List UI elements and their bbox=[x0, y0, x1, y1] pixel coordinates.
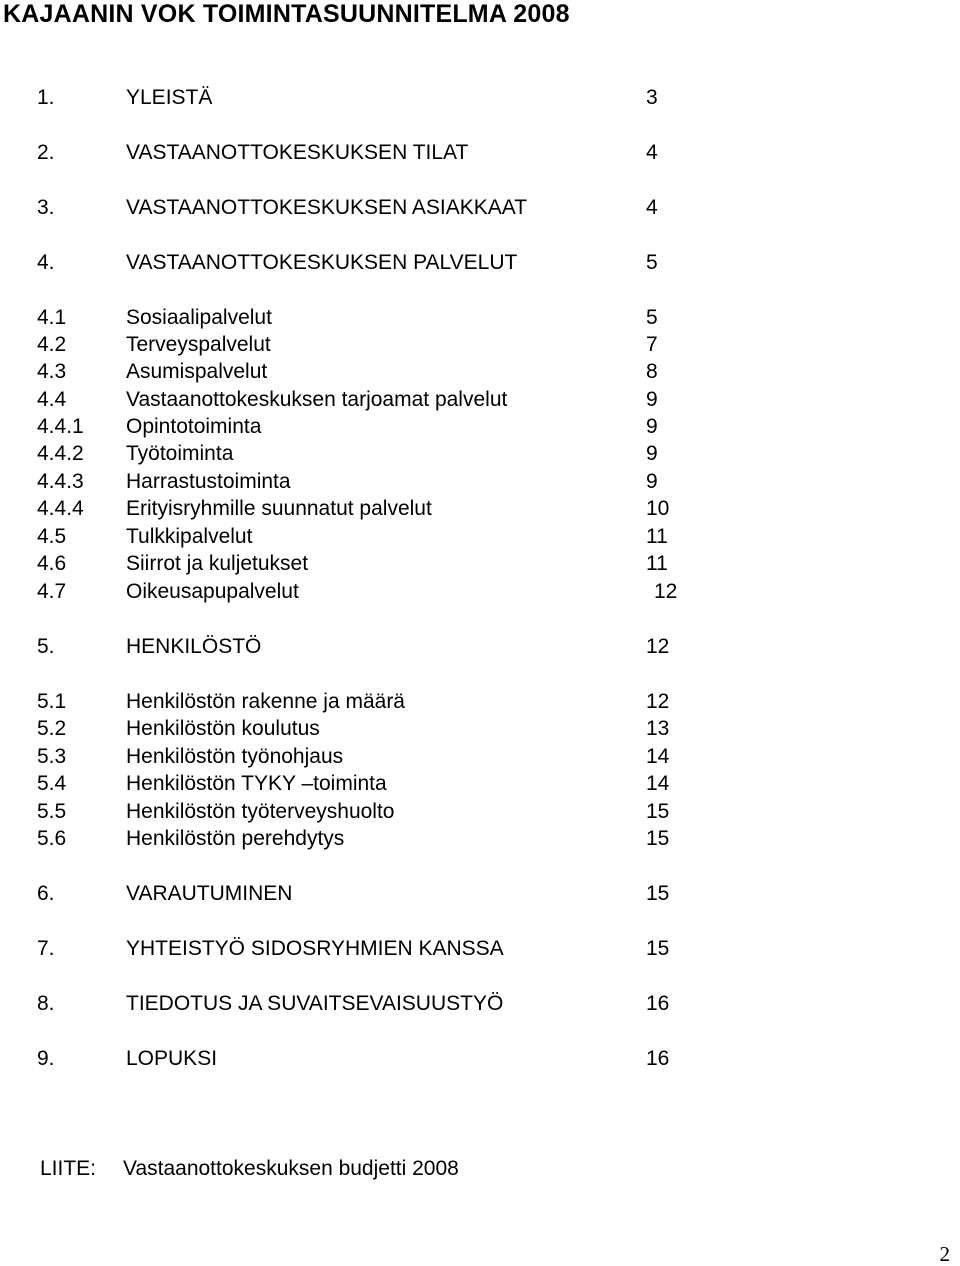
toc-entry-page: 16 bbox=[646, 1047, 670, 1070]
toc-entry-page: 14 bbox=[646, 745, 670, 768]
toc-entry-page: 15 bbox=[646, 827, 670, 850]
toc-entry-title: LOPUKSI bbox=[126, 1047, 218, 1070]
toc-entry-title: Opintotoiminta bbox=[126, 415, 262, 438]
toc-entry-number: 4.4.2 bbox=[37, 442, 84, 465]
toc-entry-title: VASTAANOTTOKESKUKSEN ASIAKKAAT bbox=[126, 196, 528, 219]
toc-entry-number: 7. bbox=[37, 937, 55, 960]
toc-entry-title: Henkilöstön perehdytys bbox=[126, 827, 345, 850]
toc-entry-number: 5.4 bbox=[37, 772, 67, 795]
toc-entry-page: 9 bbox=[646, 470, 658, 493]
toc-entry-page: 3 bbox=[646, 86, 658, 109]
toc-entry-page: 9 bbox=[646, 442, 658, 465]
toc-entry-number: 8. bbox=[37, 992, 55, 1015]
toc-entry bbox=[0, 250, 960, 276]
toc-entry-page: 8 bbox=[646, 360, 658, 383]
toc-entry-title: Tulkkipalvelut bbox=[126, 525, 253, 548]
toc-entry-page: 14 bbox=[646, 772, 670, 795]
toc-entry bbox=[0, 524, 960, 550]
toc-entry bbox=[0, 771, 960, 797]
toc-entry-page: 12 bbox=[646, 635, 670, 658]
toc-entry bbox=[0, 414, 960, 440]
toc-entry-title: Vastaanottokeskuksen tarjoamat palvelut bbox=[126, 388, 508, 411]
toc-entry-number: 4.4.3 bbox=[37, 470, 84, 493]
toc-entry-title: YHTEISTYÖ SIDOSRYHMIEN KANSSA bbox=[126, 937, 504, 960]
toc-entry bbox=[0, 634, 960, 660]
toc-entry bbox=[0, 936, 960, 962]
toc-entry bbox=[0, 305, 960, 331]
toc-entry-title: VARAUTUMINEN bbox=[126, 882, 293, 905]
toc-entry-number: 4.4.4 bbox=[37, 497, 84, 520]
toc-entry-title: VASTAANOTTOKESKUKSEN PALVELUT bbox=[126, 251, 518, 274]
toc-entry-number: 1. bbox=[37, 86, 55, 109]
toc-entry bbox=[0, 469, 960, 495]
toc-entry-title: Henkilöstön TYKY –toiminta bbox=[126, 772, 387, 795]
toc-entry-page: 11 bbox=[646, 552, 668, 575]
toc-entry-page: 16 bbox=[646, 992, 670, 1015]
toc-entry-number: 4.1 bbox=[37, 306, 67, 329]
toc-entry-title: Siirrot ja kuljetukset bbox=[126, 552, 309, 575]
toc-entry-title: VASTAANOTTOKESKUKSEN TILAT bbox=[126, 141, 469, 164]
toc-entry-title: Henkilöstön rakenne ja määrä bbox=[126, 690, 405, 713]
toc-entry-title: TIEDOTUS JA SUVAITSEVAISUUSTYÖ bbox=[126, 992, 504, 1015]
toc-entry-number: 5.3 bbox=[37, 745, 67, 768]
toc-entry bbox=[0, 332, 960, 358]
toc-entry bbox=[0, 85, 960, 111]
toc-entry bbox=[0, 826, 960, 852]
toc-entry-page: 9 bbox=[646, 415, 658, 438]
toc-entry-number: 4.3 bbox=[37, 360, 67, 383]
toc-entry-page: 15 bbox=[646, 882, 670, 905]
toc-entry bbox=[0, 195, 960, 221]
toc-entry-page: 5 bbox=[646, 251, 658, 274]
toc-entry-number: 9. bbox=[37, 1047, 55, 1070]
toc-entry-page: 9 bbox=[646, 388, 658, 411]
toc-entry-page: 4 bbox=[646, 196, 658, 219]
toc-entry bbox=[0, 689, 960, 715]
toc-entry-title: Henkilöstön koulutus bbox=[126, 717, 320, 740]
toc-entry-number: 4.4 bbox=[37, 388, 67, 411]
toc-entry bbox=[0, 744, 960, 770]
toc-entry-page: 7 bbox=[646, 333, 658, 356]
toc-entry-page: 15 bbox=[646, 800, 670, 823]
toc-entry-title: Sosiaalipalvelut bbox=[126, 306, 272, 329]
toc-entry-number: 5.2 bbox=[37, 717, 67, 740]
toc-entry bbox=[0, 991, 960, 1017]
toc-entry-title: Harrastustoiminta bbox=[126, 470, 291, 493]
toc-entry-page: 12 bbox=[654, 580, 678, 603]
toc-entry-page: 5 bbox=[646, 306, 658, 329]
document-title: KAJAANIN VOK TOIMINTASUUNNITELMA 2008 bbox=[3, 0, 570, 28]
toc-entry-title: Henkilöstön työterveyshuolto bbox=[126, 800, 395, 823]
toc-entry bbox=[0, 716, 960, 742]
toc-entry-title: Henkilöstön työnohjaus bbox=[126, 745, 344, 768]
toc-entry-title: YLEISTÄ bbox=[126, 86, 213, 109]
toc-entry-number: 4.6 bbox=[37, 552, 67, 575]
toc-entry-page: 11 bbox=[646, 525, 668, 548]
toc-entry bbox=[0, 1046, 960, 1072]
appendix-label: LIITE: bbox=[40, 1157, 97, 1180]
toc-entry-page: 10 bbox=[646, 497, 670, 520]
toc-entry-title: Työtoiminta bbox=[126, 442, 234, 465]
toc-entry-page: 15 bbox=[646, 937, 670, 960]
toc-entry-number: 5.6 bbox=[37, 827, 67, 850]
toc-entry-number: 5.5 bbox=[37, 800, 67, 823]
toc-entry bbox=[0, 799, 960, 825]
toc-entry-title: Terveyspalvelut bbox=[126, 333, 271, 356]
toc-entry-number: 4. bbox=[37, 251, 55, 274]
toc-entry-number: 4.7 bbox=[37, 580, 67, 603]
toc-entry-number: 4.5 bbox=[37, 525, 67, 548]
toc-entry-number: 4.2 bbox=[37, 333, 67, 356]
toc-entry-page: 4 bbox=[646, 141, 658, 164]
toc-entry bbox=[0, 579, 960, 605]
toc-entry-number: 3. bbox=[37, 196, 55, 219]
toc-entry-number: 4.4.1 bbox=[37, 415, 84, 438]
toc-entry-number: 2. bbox=[37, 141, 55, 164]
toc-entry bbox=[0, 496, 960, 522]
toc-entry-number: 5. bbox=[37, 635, 55, 658]
toc-entry bbox=[0, 140, 960, 166]
toc-entry bbox=[0, 551, 960, 577]
page-number: 2 bbox=[939, 1242, 950, 1266]
toc-entry-number: 5.1 bbox=[37, 690, 67, 713]
toc-entry-title: Asumispalvelut bbox=[126, 360, 268, 383]
toc-entry-page: 13 bbox=[646, 717, 670, 740]
toc-entry-number: 6. bbox=[37, 882, 55, 905]
appendix-text: Vastaanottokeskuksen budjetti 2008 bbox=[123, 1157, 459, 1180]
toc-entry-title: Erityisryhmille suunnatut palvelut bbox=[126, 497, 432, 520]
toc-entry bbox=[0, 441, 960, 467]
toc-entry-page: 12 bbox=[646, 690, 670, 713]
toc-entry bbox=[0, 387, 960, 413]
toc-entry-title: HENKILÖSTÖ bbox=[126, 635, 262, 658]
toc-entry-title: Oikeusapupalvelut bbox=[126, 580, 299, 603]
toc-entry bbox=[0, 359, 960, 385]
toc-entry bbox=[0, 881, 960, 907]
